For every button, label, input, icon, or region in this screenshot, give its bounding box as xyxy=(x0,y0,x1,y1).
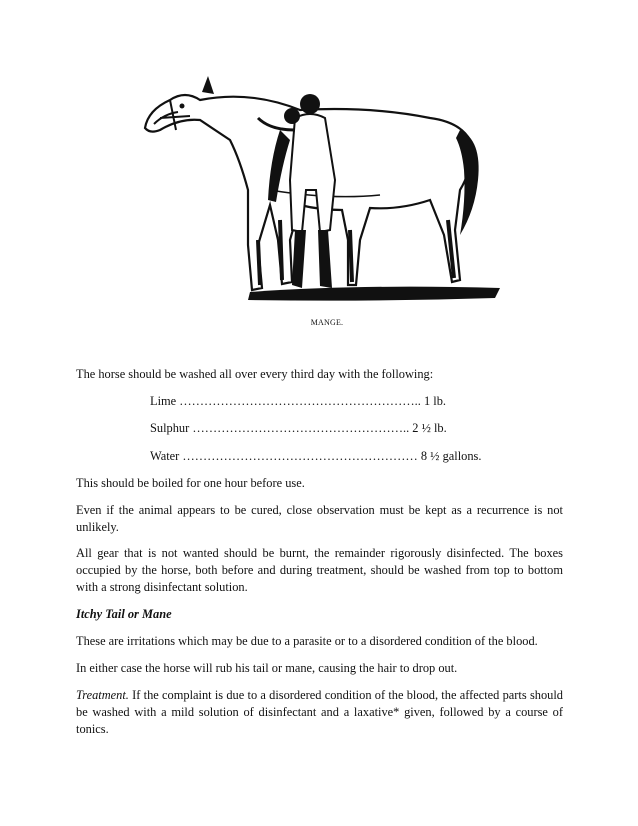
recipe-line-lime: Lime ………………………………………………….. 1 lb. xyxy=(150,394,446,408)
horse-and-groom-drawing xyxy=(130,70,510,310)
intro-paragraph: The horse should be washed all over every third day with the following: xyxy=(76,367,434,381)
treatment-label: Treatment. xyxy=(76,688,129,702)
recipe-line-water: Water ………………………………………………… 8 ½ gallons. xyxy=(150,449,482,463)
recipe-line-sulphur: Sulphur …………………………………………….. 2 ½ lb. xyxy=(150,421,447,435)
horse-illustration xyxy=(130,70,510,310)
boil-paragraph: This should be boiled for one hour before use. xyxy=(76,476,305,490)
irritations-paragraph: These are irritations which may be due to a parasite or to a disordered condition of the blood. xyxy=(76,634,538,648)
section-heading-itchy-tail: Itchy Tail or Mane xyxy=(76,607,172,621)
gear-paragraph: All gear that is not wanted should be burnt, the remainder rigorously disinfected. The boxes occupied by the horse, both before and during treatment, should be washed from top to bottom with a strong disinfectant solution. xyxy=(76,546,563,594)
figure-caption-text: MANGE. xyxy=(310,318,344,327)
treatment-paragraph xyxy=(76,687,563,738)
treatment-body: If the complaint is due to a disordered condition of the blood, the affected parts should be washed with a mild solution of disinfectant and a laxative* given, followed by a course of tonics. xyxy=(76,688,563,736)
figure-caption xyxy=(0,318,638,327)
either-case-paragraph: In either case the horse will rub his tail or mane, causing the hair to drop out. xyxy=(76,661,458,675)
cured-paragraph: Even if the animal appears to be cured, close observation must be kept as a recurrence is not unlikely. xyxy=(76,503,563,534)
